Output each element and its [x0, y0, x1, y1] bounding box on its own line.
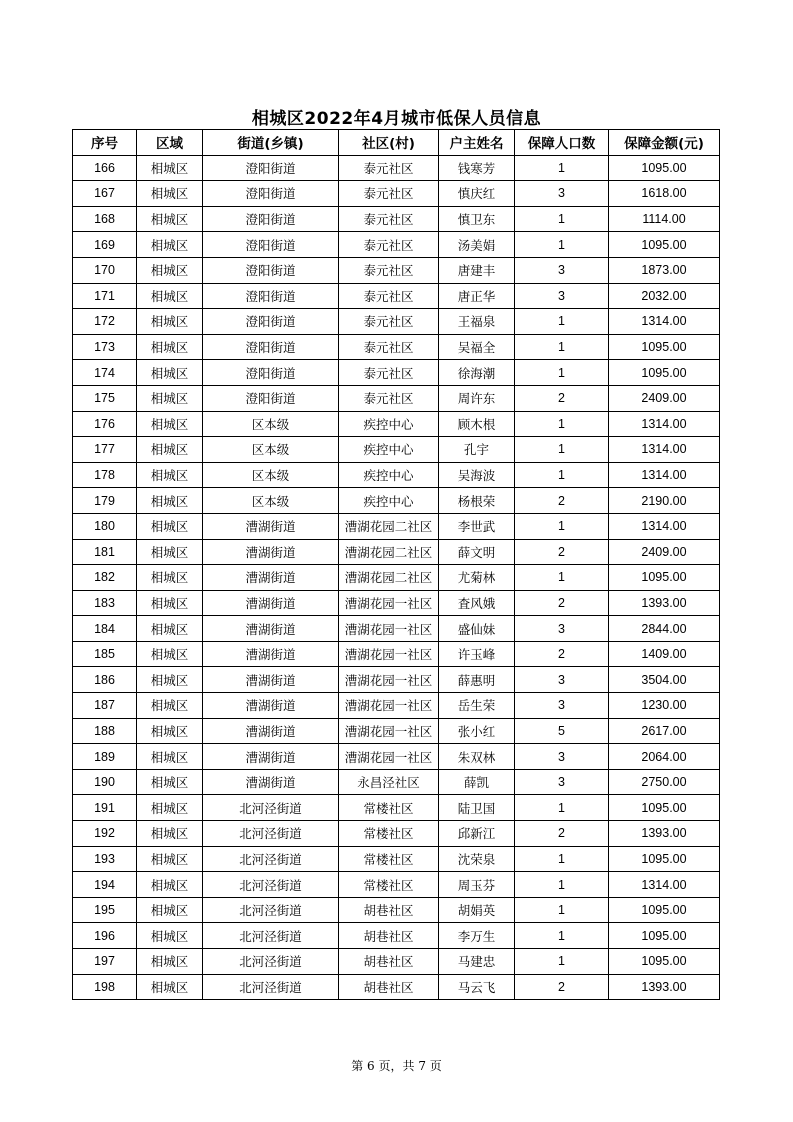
cell-street: 漕湖街道	[203, 641, 339, 667]
cell-street: 北河泾街道	[203, 923, 339, 949]
cell-householder: 薛文明	[439, 539, 515, 565]
cell-district: 相城区	[137, 821, 203, 847]
cell-persons: 1	[515, 155, 609, 181]
cell-community: 永昌泾社区	[339, 769, 439, 795]
cell-persons: 2	[515, 974, 609, 1000]
cell-community: 疾控中心	[339, 488, 439, 514]
table-row	[73, 334, 720, 360]
cell-householder: 王福泉	[439, 309, 515, 335]
cell-index: 182	[73, 565, 137, 591]
cell-amount: 1314.00	[609, 513, 720, 539]
cell-index: 183	[73, 590, 137, 616]
cell-district: 相城区	[137, 385, 203, 411]
cell-amount: 3504.00	[609, 667, 720, 693]
cell-amount: 1873.00	[609, 257, 720, 283]
cell-street: 漕湖街道	[203, 565, 339, 591]
cell-amount: 2617.00	[609, 718, 720, 744]
cell-index: 173	[73, 334, 137, 360]
cell-street: 澄阳街道	[203, 360, 339, 386]
cell-persons: 3	[515, 693, 609, 719]
cell-persons: 1	[515, 411, 609, 437]
cell-district: 相城区	[137, 181, 203, 207]
cell-householder: 吴福全	[439, 334, 515, 360]
cell-community: 常楼社区	[339, 872, 439, 898]
cell-index: 189	[73, 744, 137, 770]
column-header-district: 区域	[137, 130, 203, 156]
cell-persons: 3	[515, 616, 609, 642]
cell-district: 相城区	[137, 206, 203, 232]
cell-district: 相城区	[137, 923, 203, 949]
cell-amount: 1314.00	[609, 462, 720, 488]
cell-street: 漕湖街道	[203, 539, 339, 565]
cell-street: 北河泾街道	[203, 821, 339, 847]
cell-persons: 2	[515, 641, 609, 667]
cell-persons: 1	[515, 334, 609, 360]
cell-community: 漕湖花园一社区	[339, 616, 439, 642]
cell-persons: 2	[515, 385, 609, 411]
table-row	[73, 744, 720, 770]
cell-persons: 1	[515, 565, 609, 591]
cell-district: 相城区	[137, 795, 203, 821]
table-row	[73, 923, 720, 949]
cell-persons: 5	[515, 718, 609, 744]
cell-householder: 顾木根	[439, 411, 515, 437]
cell-community: 常楼社区	[339, 846, 439, 872]
cell-persons: 1	[515, 437, 609, 463]
cell-index: 176	[73, 411, 137, 437]
cell-community: 漕湖花园一社区	[339, 718, 439, 744]
cell-community: 漕湖花园二社区	[339, 565, 439, 591]
cell-index: 166	[73, 155, 137, 181]
cell-street: 澄阳街道	[203, 283, 339, 309]
cell-persons: 1	[515, 872, 609, 898]
cell-persons: 1	[515, 206, 609, 232]
cell-householder: 马建忠	[439, 949, 515, 975]
cell-district: 相城区	[137, 488, 203, 514]
cell-persons: 2	[515, 821, 609, 847]
table-row	[73, 385, 720, 411]
cell-persons: 1	[515, 795, 609, 821]
cell-amount: 1409.00	[609, 641, 720, 667]
cell-district: 相城区	[137, 616, 203, 642]
cell-community: 常楼社区	[339, 795, 439, 821]
cell-district: 相城区	[137, 769, 203, 795]
table-row	[73, 641, 720, 667]
cell-householder: 盛仙妹	[439, 616, 515, 642]
cell-persons: 1	[515, 846, 609, 872]
table-row	[73, 155, 720, 181]
table-row	[73, 949, 720, 975]
page-title: 相城区2022年4月城市低保人员信息	[251, 109, 542, 129]
cell-district: 相城区	[137, 334, 203, 360]
cell-district: 相城区	[137, 974, 203, 1000]
cell-district: 相城区	[137, 949, 203, 975]
page-footer: 第 6 页，共 7 页	[351, 1059, 442, 1073]
cell-amount: 2750.00	[609, 769, 720, 795]
cell-householder: 慎庆红	[439, 181, 515, 207]
cell-amount: 1314.00	[609, 309, 720, 335]
cell-district: 相城区	[137, 462, 203, 488]
cell-street: 漕湖街道	[203, 590, 339, 616]
cell-index: 196	[73, 923, 137, 949]
cell-amount: 1393.00	[609, 974, 720, 1000]
column-header-amount: 保障金额(元)	[609, 130, 720, 156]
cell-amount: 1230.00	[609, 693, 720, 719]
cell-amount: 2064.00	[609, 744, 720, 770]
cell-amount: 1095.00	[609, 897, 720, 923]
cell-index: 181	[73, 539, 137, 565]
cell-householder: 沈荣泉	[439, 846, 515, 872]
cell-district: 相城区	[137, 309, 203, 335]
cell-persons: 1	[515, 462, 609, 488]
table-row	[73, 283, 720, 309]
cell-index: 180	[73, 513, 137, 539]
cell-district: 相城区	[137, 437, 203, 463]
cell-district: 相城区	[137, 539, 203, 565]
cell-community: 泰元社区	[339, 385, 439, 411]
column-header-street: 街道(乡镇)	[203, 130, 339, 156]
cell-amount: 1618.00	[609, 181, 720, 207]
cell-amount: 2409.00	[609, 539, 720, 565]
cell-district: 相城区	[137, 411, 203, 437]
table-row	[73, 565, 720, 591]
cell-index: 178	[73, 462, 137, 488]
cell-index: 193	[73, 846, 137, 872]
cell-community: 胡巷社区	[339, 897, 439, 923]
cell-street: 澄阳街道	[203, 206, 339, 232]
table-row	[73, 821, 720, 847]
cell-householder: 唐正华	[439, 283, 515, 309]
cell-index: 168	[73, 206, 137, 232]
cell-amount: 1114.00	[609, 206, 720, 232]
table-row	[73, 795, 720, 821]
table-row	[73, 539, 720, 565]
cell-persons: 2	[515, 488, 609, 514]
cell-householder: 汤美娟	[439, 232, 515, 258]
cell-amount: 1095.00	[609, 334, 720, 360]
table-row	[73, 667, 720, 693]
cell-index: 170	[73, 257, 137, 283]
cell-district: 相城区	[137, 360, 203, 386]
cell-street: 北河泾街道	[203, 949, 339, 975]
table-header-row	[73, 130, 720, 156]
cell-index: 188	[73, 718, 137, 744]
table-row	[73, 590, 720, 616]
cell-community: 泰元社区	[339, 206, 439, 232]
cell-community: 漕湖花园一社区	[339, 693, 439, 719]
table-row	[73, 411, 720, 437]
cell-persons: 2	[515, 539, 609, 565]
column-header-householder: 户主姓名	[439, 130, 515, 156]
cell-district: 相城区	[137, 641, 203, 667]
cell-persons: 3	[515, 769, 609, 795]
cell-index: 172	[73, 309, 137, 335]
cell-community: 疾控中心	[339, 411, 439, 437]
cell-index: 169	[73, 232, 137, 258]
table-row	[73, 360, 720, 386]
cell-householder: 徐海潮	[439, 360, 515, 386]
table-row	[73, 897, 720, 923]
table-row	[73, 769, 720, 795]
cell-street: 漕湖街道	[203, 718, 339, 744]
cell-index: 187	[73, 693, 137, 719]
cell-persons: 1	[515, 309, 609, 335]
cell-householder: 李万生	[439, 923, 515, 949]
table-row	[73, 974, 720, 1000]
cell-index: 191	[73, 795, 137, 821]
cell-district: 相城区	[137, 590, 203, 616]
cell-persons: 2	[515, 590, 609, 616]
cell-householder: 邱新江	[439, 821, 515, 847]
cell-persons: 1	[515, 897, 609, 923]
cell-persons: 3	[515, 181, 609, 207]
cell-district: 相城区	[137, 872, 203, 898]
cell-community: 泰元社区	[339, 283, 439, 309]
table-body	[73, 155, 720, 1000]
cell-street: 澄阳街道	[203, 334, 339, 360]
cell-amount: 2844.00	[609, 616, 720, 642]
cell-householder: 张小红	[439, 718, 515, 744]
cell-persons: 1	[515, 360, 609, 386]
cell-street: 北河泾街道	[203, 795, 339, 821]
cell-householder: 吴海波	[439, 462, 515, 488]
cell-index: 175	[73, 385, 137, 411]
table-row	[73, 693, 720, 719]
cell-street: 区本级	[203, 488, 339, 514]
cell-community: 疾控中心	[339, 437, 439, 463]
cell-index: 185	[73, 641, 137, 667]
cell-index: 195	[73, 897, 137, 923]
cell-district: 相城区	[137, 667, 203, 693]
table-row	[73, 257, 720, 283]
cell-district: 相城区	[137, 232, 203, 258]
cell-district: 相城区	[137, 257, 203, 283]
cell-persons: 1	[515, 923, 609, 949]
column-header-index: 序号	[73, 130, 137, 156]
cell-amount: 1393.00	[609, 590, 720, 616]
cell-amount: 2409.00	[609, 385, 720, 411]
cell-street: 漕湖街道	[203, 513, 339, 539]
cell-index: 190	[73, 769, 137, 795]
cell-community: 泰元社区	[339, 181, 439, 207]
cell-amount: 1095.00	[609, 923, 720, 949]
cell-community: 胡巷社区	[339, 974, 439, 1000]
cell-community: 常楼社区	[339, 821, 439, 847]
cell-householder: 周许东	[439, 385, 515, 411]
cell-index: 179	[73, 488, 137, 514]
cell-street: 区本级	[203, 411, 339, 437]
cell-community: 漕湖花园二社区	[339, 539, 439, 565]
cell-street: 北河泾街道	[203, 897, 339, 923]
cell-index: 192	[73, 821, 137, 847]
cell-index: 197	[73, 949, 137, 975]
cell-district: 相城区	[137, 718, 203, 744]
cell-householder: 周玉芬	[439, 872, 515, 898]
cell-street: 漕湖街道	[203, 693, 339, 719]
cell-community: 泰元社区	[339, 155, 439, 181]
cell-amount: 1314.00	[609, 411, 720, 437]
cell-index: 177	[73, 437, 137, 463]
cell-householder: 尤菊林	[439, 565, 515, 591]
table-row	[73, 462, 720, 488]
cell-community: 漕湖花园二社区	[339, 513, 439, 539]
cell-amount: 1095.00	[609, 565, 720, 591]
cell-index: 167	[73, 181, 137, 207]
cell-householder: 唐建丰	[439, 257, 515, 283]
cell-householder: 胡娟英	[439, 897, 515, 923]
cell-amount: 1314.00	[609, 437, 720, 463]
cell-community: 泰元社区	[339, 232, 439, 258]
cell-householder: 钱寒芳	[439, 155, 515, 181]
cell-persons: 3	[515, 744, 609, 770]
cell-index: 194	[73, 872, 137, 898]
cell-street: 漕湖街道	[203, 667, 339, 693]
cell-street: 北河泾街道	[203, 872, 339, 898]
cell-householder: 薛凯	[439, 769, 515, 795]
cell-index: 184	[73, 616, 137, 642]
cell-amount: 1393.00	[609, 821, 720, 847]
cell-street: 澄阳街道	[203, 385, 339, 411]
cell-district: 相城区	[137, 846, 203, 872]
cell-persons: 1	[515, 232, 609, 258]
cell-district: 相城区	[137, 513, 203, 539]
cell-district: 相城区	[137, 283, 203, 309]
cell-amount: 1095.00	[609, 846, 720, 872]
table-row	[73, 872, 720, 898]
table-row	[73, 488, 720, 514]
cell-district: 相城区	[137, 693, 203, 719]
cell-amount: 1095.00	[609, 795, 720, 821]
cell-community: 漕湖花园一社区	[339, 641, 439, 667]
cell-street: 北河泾街道	[203, 846, 339, 872]
cell-index: 174	[73, 360, 137, 386]
cell-community: 漕湖花园一社区	[339, 590, 439, 616]
cell-community: 漕湖花园一社区	[339, 744, 439, 770]
cell-community: 泰元社区	[339, 334, 439, 360]
cell-persons: 3	[515, 257, 609, 283]
table-row	[73, 846, 720, 872]
cell-community: 胡巷社区	[339, 923, 439, 949]
cell-amount: 1095.00	[609, 949, 720, 975]
table-row	[73, 309, 720, 335]
cell-index: 198	[73, 974, 137, 1000]
table-row	[73, 513, 720, 539]
cell-index: 171	[73, 283, 137, 309]
table-row	[73, 718, 720, 744]
cell-householder: 岳生荣	[439, 693, 515, 719]
cell-community: 泰元社区	[339, 257, 439, 283]
cell-amount: 1095.00	[609, 232, 720, 258]
cell-persons: 3	[515, 283, 609, 309]
cell-street: 漕湖街道	[203, 616, 339, 642]
cell-index: 186	[73, 667, 137, 693]
cell-street: 澄阳街道	[203, 232, 339, 258]
cell-persons: 1	[515, 949, 609, 975]
cell-householder: 李世武	[439, 513, 515, 539]
cell-district: 相城区	[137, 565, 203, 591]
cell-householder: 慎卫东	[439, 206, 515, 232]
cell-street: 漕湖街道	[203, 769, 339, 795]
cell-district: 相城区	[137, 155, 203, 181]
cell-householder: 朱双林	[439, 744, 515, 770]
cell-street: 澄阳街道	[203, 309, 339, 335]
cell-amount: 1095.00	[609, 155, 720, 181]
cell-householder: 杨根荣	[439, 488, 515, 514]
cell-amount: 2190.00	[609, 488, 720, 514]
cell-householder: 陆卫国	[439, 795, 515, 821]
cell-street: 澄阳街道	[203, 181, 339, 207]
table-row	[73, 437, 720, 463]
cell-householder: 许玉峰	[439, 641, 515, 667]
cell-district: 相城区	[137, 744, 203, 770]
table-row	[73, 206, 720, 232]
cell-street: 澄阳街道	[203, 155, 339, 181]
cell-persons: 1	[515, 513, 609, 539]
cell-householder: 薛惠明	[439, 667, 515, 693]
cell-street: 澄阳街道	[203, 257, 339, 283]
cell-district: 相城区	[137, 897, 203, 923]
cell-street: 区本级	[203, 437, 339, 463]
cell-householder: 査风娥	[439, 590, 515, 616]
column-header-persons: 保障人口数	[515, 130, 609, 156]
table-row	[73, 616, 720, 642]
column-header-community: 社区(村)	[339, 130, 439, 156]
cell-street: 漕湖街道	[203, 744, 339, 770]
cell-community: 泰元社区	[339, 309, 439, 335]
cell-street: 区本级	[203, 462, 339, 488]
cell-householder: 孔宇	[439, 437, 515, 463]
cell-street: 北河泾街道	[203, 974, 339, 1000]
cell-amount: 2032.00	[609, 283, 720, 309]
cell-community: 泰元社区	[339, 360, 439, 386]
cell-community: 漕湖花园一社区	[339, 667, 439, 693]
beneficiary-table	[72, 129, 720, 1000]
table-row	[73, 232, 720, 258]
cell-community: 疾控中心	[339, 462, 439, 488]
cell-householder: 马云飞	[439, 974, 515, 1000]
cell-amount: 1095.00	[609, 360, 720, 386]
cell-persons: 3	[515, 667, 609, 693]
table-row	[73, 181, 720, 207]
cell-community: 胡巷社区	[339, 949, 439, 975]
cell-amount: 1314.00	[609, 872, 720, 898]
